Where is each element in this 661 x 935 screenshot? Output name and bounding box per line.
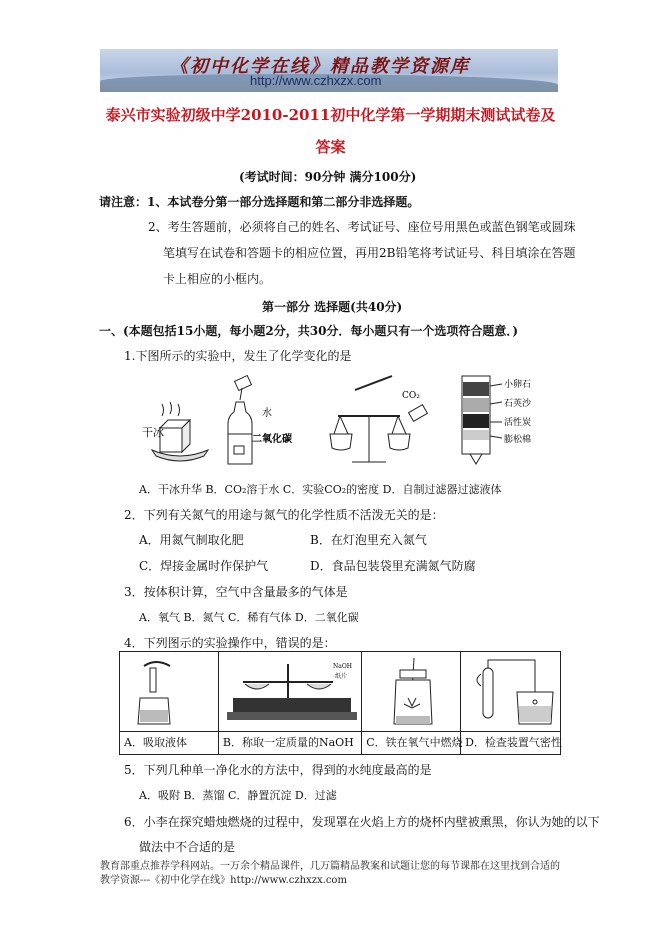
q4-cell-c [362, 652, 461, 754]
header-banner [100, 49, 558, 92]
q2-option-a: A．用氮气制取化肥 [139, 533, 244, 547]
q2-stem: 2．下列有关氮气的用途与氮气的化学性质不活泼无关的是： [124, 508, 444, 522]
co2-bottle-label: 二氧化碳 [252, 434, 292, 445]
footer-line1: 教育部重点推荐学科网站。一万余个精品课件，几万篇精品教案和试题让您的每节课都在这里找到合适的 [100, 861, 560, 872]
airtight-check-illustration [465, 654, 565, 730]
instruction-3: 笔填写在试卷和答题卡的相应位置，再用2B铅笔将考试证号、科目填涂在答题 [163, 246, 576, 260]
q4-caption-b: B．称取一定质量的NaOH [219, 731, 361, 754]
banner-title: 《初中化学在线》精品教学资源库 [170, 56, 470, 77]
q2-option-c: C．焊接金属时作保护气 [139, 559, 269, 573]
q3-stem: 3．按体积计算，空气中含量最多的气体是 [124, 585, 348, 599]
page-title-cont: 答案 [315, 138, 346, 156]
part1-heading: 第一部分 选择题(共40分) [262, 300, 403, 314]
naoh-label: NaOH [332, 663, 352, 670]
footer-line2[interactable]: 教学资源---《初中化学在线》http://www.czhxzx.com [100, 875, 347, 886]
filter-illustration [462, 376, 502, 464]
paper-label: 纸片 [334, 673, 347, 680]
q2-option-d: D．食品包装袋里充满氮气防腐 [310, 559, 476, 573]
dropper-illustration [126, 654, 206, 730]
q5-options: A．吸附 B．蒸馏 C．静置沉淀 D．过滤 [139, 789, 337, 802]
q4-cell-a [120, 652, 219, 754]
q4-cell-d [461, 652, 560, 754]
balance-illustration [330, 376, 427, 462]
carbon-label: 活性炭 [504, 418, 532, 428]
q4-caption-a: A．吸取液体 [120, 731, 218, 754]
sand-label: 石英沙 [504, 399, 532, 409]
balance-scale-illustration [223, 654, 363, 730]
q4-stem: 4．下列图示的实验操作中，错误的是： [124, 636, 336, 650]
q2-option-b: B．在灯泡里充入氮气 [310, 533, 427, 547]
pebble-label: 小卵石 [504, 380, 532, 390]
q4-caption-c: C．铁在氧气中燃烧 [362, 731, 460, 754]
exam-info: (考试时间：90分钟 满分100分) [239, 170, 417, 184]
q5-stem: 5．下列几种单一净化水的方法中，得到的水纯度最高的是 [124, 763, 432, 777]
instruction-1: 请注意：1、本试卷分第一部分选择题和第二部分非选择题。 [99, 195, 420, 209]
q4-figure-table [119, 651, 561, 755]
banner-url[interactable]: http://www.czhxzx.com [250, 73, 382, 88]
page-title: 泰兴市实验初级中学2010-2011初中化学第一学期期末测试试卷及 [105, 106, 556, 124]
q6-stem-line1: 6．小李在探究蜡烛燃烧的过程中，发现罩在火焰上方的烧杯内壁被熏黑，你认为她的以下 [124, 815, 600, 829]
q1-options: A．干冰升华 B．CO₂溶于水 C．实验CO₂的密度 D．自制过滤器过滤液体 [139, 483, 502, 496]
instruction-4: 卡上相应的小框内。 [163, 272, 272, 286]
instruction-2: 2、考生答题前，必须将自己的姓名、考试证号、座位号用黑色或蓝色钢笔或圆珠 [148, 220, 576, 234]
q3-options: A．氧气 B．氮气 C．稀有气体 D．二氧化碳 [139, 611, 359, 624]
iron-burning-illustration [370, 654, 460, 730]
q1-stem: 1.下图所示的实验中，发生了化学变化的是 [124, 349, 352, 363]
co2-formula-label: CO₂ [402, 391, 420, 401]
dry-ice-label: 干冰 [142, 427, 164, 439]
cotton-label: 膨松棉 [504, 435, 532, 445]
q4-cell-b [219, 652, 362, 754]
q1-figure [140, 372, 560, 472]
q6-stem-line2: 做法中不合适的是 [139, 840, 236, 854]
section-intro: 一、(本题包括15小题，每小题2分，共30分．每小题只有一个选项符合题意．) [99, 324, 519, 338]
co2-bottle-illustration [228, 376, 252, 464]
q4-caption-d: D．检查装置气密性 [461, 731, 560, 754]
water-label: 水 [262, 408, 272, 419]
